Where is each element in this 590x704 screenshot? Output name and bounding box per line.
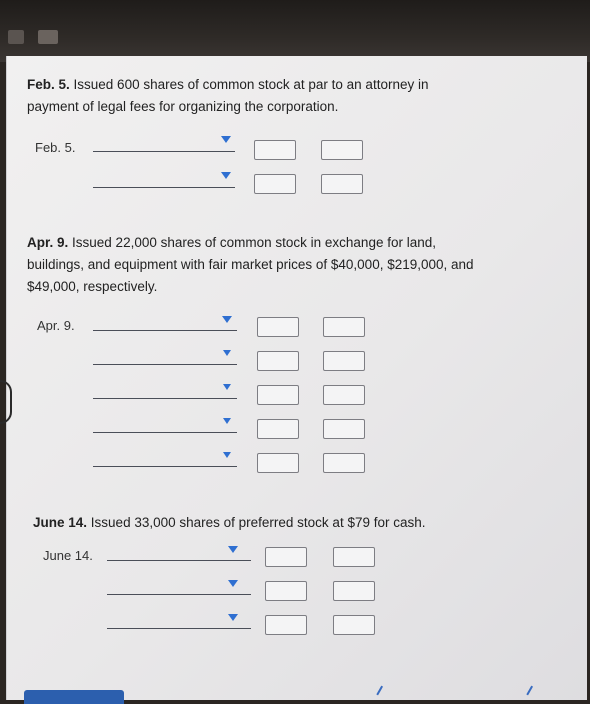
apr-date-heading: Apr. 9. [27,235,69,250]
apr-text-1: Issued 22,000 shares of common stock in exchange for land, [72,235,436,250]
dropdown-arrow-icon[interactable] [228,614,238,621]
june-debit-input-2[interactable] [265,581,307,601]
june-text-1: Issued 33,000 shares of preferred stock at $79 for cash. [90,515,426,530]
feb-row-label: Feb. 5. [35,140,76,155]
june-debit-input-3[interactable] [265,615,307,635]
dropdown-arrow-icon[interactable] [223,384,231,390]
dropdown-arrow-icon[interactable] [223,350,231,356]
june-account-select-3[interactable] [107,627,251,629]
apr-account-select-3[interactable] [93,397,237,399]
june-date-heading: June 14. [33,515,88,530]
apr-account-select-4[interactable] [93,431,237,433]
feb-text-2: payment of legal fees for organizing the corporation. [27,99,339,114]
feb-credit-input-1[interactable] [321,140,363,160]
dropdown-arrow-icon[interactable] [222,316,232,323]
decorative-curve [0,380,12,424]
dropdown-arrow-icon[interactable] [221,172,231,179]
apr-description [27,232,517,298]
feb-text-1: Issued 600 shares of common stock at par to an attorney in [73,77,429,92]
dropdown-arrow-icon[interactable] [221,136,231,143]
feb-description [27,74,517,118]
june-credit-input-2[interactable] [333,581,375,601]
feb-date-heading: Feb. 5. [27,77,70,92]
apr-account-select-5[interactable] [93,465,237,467]
apr-debit-input-5[interactable] [257,453,299,473]
feb-debit-input-2[interactable] [254,174,296,194]
apr-debit-input-3[interactable] [257,385,299,405]
tab-icon[interactable] [8,30,24,44]
apr-row-label: Apr. 9. [37,318,75,333]
apr-debit-input-4[interactable] [257,419,299,439]
june-description [33,512,523,534]
dropdown-arrow-icon[interactable] [223,452,231,458]
june-row-label: June 14. [43,548,93,563]
apr-credit-input-4[interactable] [323,419,365,439]
window-top-bar [0,0,590,62]
apr-credit-input-1[interactable] [323,317,365,337]
tab-icon[interactable] [38,30,58,44]
june-credit-input-3[interactable] [333,615,375,635]
june-credit-input-1[interactable] [333,547,375,567]
bottom-action-button[interactable] [24,690,124,704]
feb-account-select-1[interactable] [93,150,235,152]
feb-credit-input-2[interactable] [321,174,363,194]
apr-debit-input-1[interactable] [257,317,299,337]
apr-account-select-2[interactable] [93,363,237,365]
apr-credit-input-2[interactable] [323,351,365,371]
dropdown-arrow-icon[interactable] [223,418,231,424]
june-account-select-1[interactable] [107,559,251,561]
apr-credit-input-5[interactable] [323,453,365,473]
apr-text-3: $49,000, respectively. [27,279,158,294]
june-account-select-2[interactable] [107,593,251,595]
dropdown-arrow-icon[interactable] [228,546,238,553]
apr-credit-input-3[interactable] [323,385,365,405]
june-debit-input-1[interactable] [265,547,307,567]
dropdown-arrow-icon[interactable] [228,580,238,587]
apr-account-select-1[interactable] [93,329,237,331]
feb-debit-input-1[interactable] [254,140,296,160]
apr-text-2: buildings, and equipment with fair market prices of $40,000, $219,000, and [27,257,474,272]
apr-debit-input-2[interactable] [257,351,299,371]
feb-account-select-2[interactable] [93,186,235,188]
worksheet-page [6,56,587,700]
